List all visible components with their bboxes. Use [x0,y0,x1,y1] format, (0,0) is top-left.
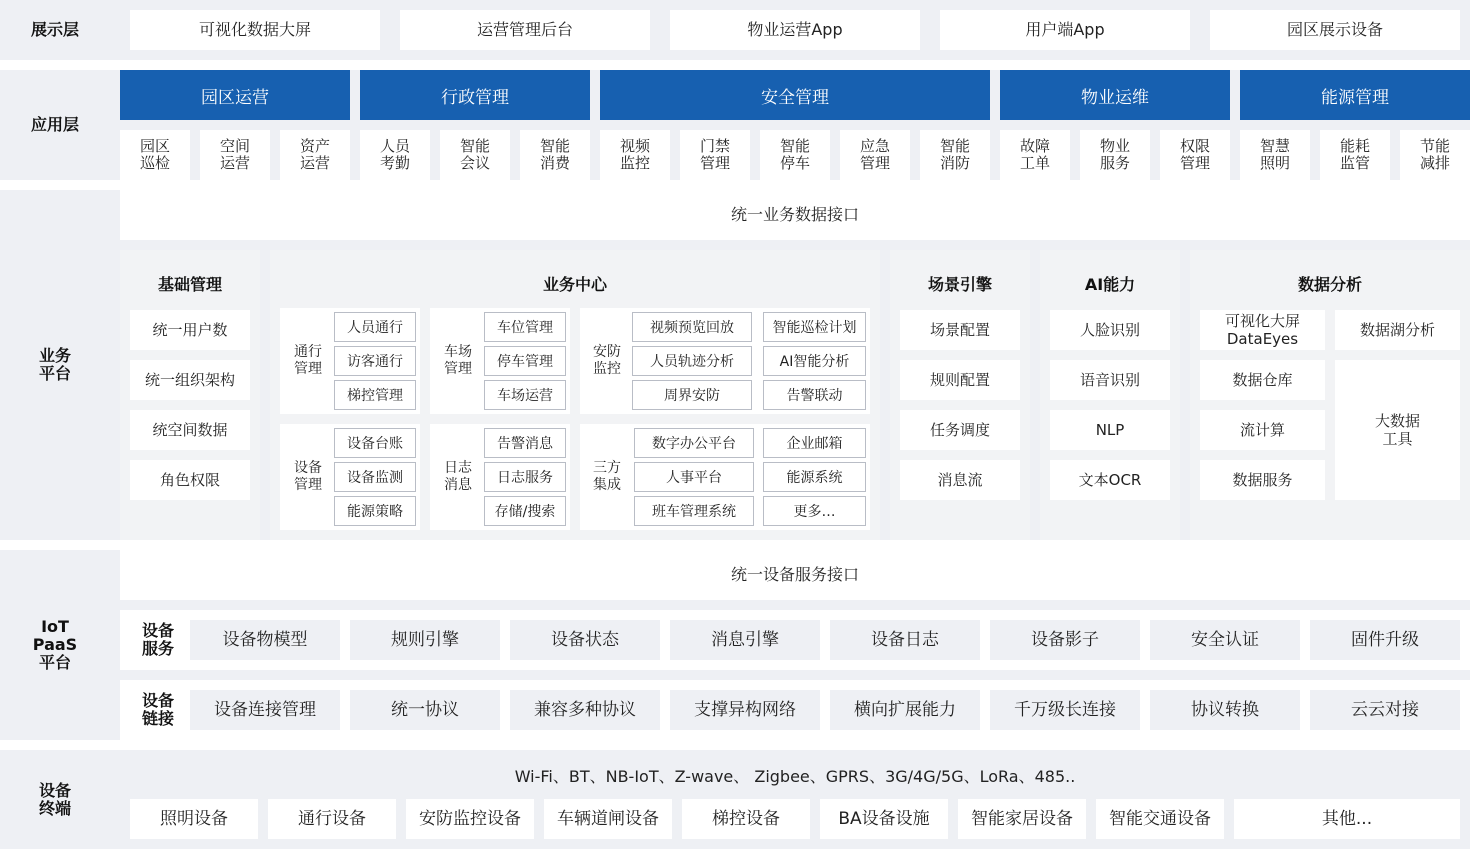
app-item: 故障 工单 [1000,130,1070,180]
app-item: 应急 管理 [840,130,910,180]
application-layer-label: 应用层 [30,115,79,134]
app-item: 能耗 监管 [1320,130,1390,180]
center-item: 日志服务 [484,462,566,492]
app-category-title: 能源管理 [1240,70,1470,120]
basic-item: 统一组织架构 [130,360,250,400]
center-group-label: 通行 管理 [294,344,322,377]
terminal-item: 通行设备 [268,799,396,839]
business-interface: 统一业务数据接口 [120,190,1470,240]
app-item: 资产 运营 [280,130,350,180]
center-item: 班车管理系统 [634,496,754,526]
app-item: 视频 监控 [600,130,670,180]
device-service-item: 规则引擎 [350,620,500,660]
app-item: 智能 消费 [520,130,590,180]
app-item: 节能 减排 [1400,130,1470,180]
app-category-title: 物业运维 [1000,70,1230,120]
center-item: 视频预览回放 [632,312,752,342]
scene-item: 场景配置 [900,310,1020,350]
ai-item: 语音识别 [1050,360,1170,400]
terminal-item: 车辆道闸设备 [544,799,672,839]
device-link-item: 统一协议 [350,690,500,730]
basic-item: 角色权限 [130,460,250,500]
center-item: 企业邮箱 [763,428,866,458]
app-item: 物业 服务 [1080,130,1150,180]
app-category-title: 安全管理 [600,70,990,120]
device-link-item: 千万级长连接 [990,690,1140,730]
app-item: 园区 巡检 [120,130,190,180]
device-link-item: 协议转换 [1150,690,1300,730]
device-link-item: 兼容多种协议 [510,690,660,730]
center-item: 更多… [763,496,866,526]
terminal-item: 照明设备 [130,799,258,839]
data-analysis-title: 数据分析 [1297,275,1362,294]
app-item: 智能 消防 [920,130,990,180]
center-item: 能源系统 [763,462,866,492]
center-group-label: 日志 消息 [444,460,472,493]
app-item: 门禁 管理 [680,130,750,180]
ai-capability-title: AI能力 [1084,275,1136,294]
center-item: 车场运营 [484,380,566,410]
device-service-item: 设备日志 [830,620,980,660]
device-service-item: 消息引擎 [670,620,820,660]
analysis-item: 数据服务 [1200,460,1325,500]
ai-item: 文本OCR [1050,460,1170,500]
center-item: 人员通行 [334,312,416,342]
center-item: 周界安防 [632,380,752,410]
device-service-item: 设备物模型 [190,620,340,660]
business-center-title: 业务中心 [542,275,607,294]
scene-engine-title: 场景引擎 [927,275,992,294]
display-item: 用户端App [940,10,1190,50]
device-service-label: 设备 服务 [141,621,174,658]
center-item: 告警联动 [763,380,866,410]
terminal-item: 智能家居设备 [958,799,1086,839]
iot-layer-label: IoT PaaS 平台 [32,617,78,672]
analysis-item: 大数据 工具 [1335,360,1460,500]
analysis-item: 数据湖分析 [1335,310,1460,350]
center-item: 设备台账 [334,428,416,458]
terminal-item: 智能交通设备 [1096,799,1224,839]
app-category-title: 行政管理 [360,70,590,120]
device-link-item: 支撑异构网络 [670,690,820,730]
display-item: 可视化数据大屏 [130,10,380,50]
center-item: AI智能分析 [763,346,866,376]
center-group-label: 三方 集成 [593,460,621,493]
analysis-item: 数据仓库 [1200,360,1325,400]
basic-management-title: 基础管理 [157,275,222,294]
device-service-item: 安全认证 [1150,620,1300,660]
center-item: 设备监测 [334,462,416,492]
device-service-item: 固件升级 [1310,620,1460,660]
center-group-label: 安防 监控 [593,344,621,377]
center-group-label: 车场 管理 [444,344,472,377]
center-item: 访客通行 [334,346,416,376]
center-item: 梯控管理 [334,380,416,410]
terminal-item: 安防监控设备 [406,799,534,839]
display-item: 物业运营App [670,10,920,50]
display-item: 园区展示设备 [1210,10,1460,50]
ai-item: 人脸识别 [1050,310,1170,350]
terminal-item: 梯控设备 [682,799,810,839]
device-interface: 统一设备服务接口 [120,550,1470,600]
center-item: 能源策略 [334,496,416,526]
center-item: 数字办公平台 [634,428,754,458]
basic-item: 统空间数据 [130,410,250,450]
terminal-item: 其他... [1234,799,1460,839]
app-item: 智能 停车 [760,130,830,180]
center-item: 车位管理 [484,312,566,342]
protocol-list: Wi-Fi、BT、NB-IoT、Z-wave、 Zigbee、GPRS、3G/4G/5G、LoRa、485.. [514,766,1076,786]
center-group-label: 设备 管理 [294,460,322,493]
app-item: 人员 考勤 [360,130,430,180]
display-layer-label: 展示层 [30,20,79,39]
center-item: 智能巡检计划 [763,312,866,342]
center-item: 人事平台 [634,462,754,492]
display-item: 运营管理后台 [400,10,650,50]
business-layer-label: 业务 平台 [38,346,71,383]
scene-item: 消息流 [900,460,1020,500]
center-item: 告警消息 [484,428,566,458]
device-link-item: 云云对接 [1310,690,1460,730]
app-item: 智能 会议 [440,130,510,180]
app-item: 智慧 照明 [1240,130,1310,180]
ai-item: NLP [1050,410,1170,450]
device-link-item: 设备连接管理 [190,690,340,730]
app-category-title: 园区运营 [120,70,350,120]
center-item: 存储/搜索 [484,496,566,526]
scene-item: 任务调度 [900,410,1020,450]
analysis-item: 可视化大屏 DataEyes [1200,310,1325,350]
center-item: 停车管理 [484,346,566,376]
terminal-layer-label: 设备 终端 [38,780,71,818]
device-link-item: 横向扩展能力 [830,690,980,730]
app-item: 空间 运营 [200,130,270,180]
device-service-item: 设备状态 [510,620,660,660]
basic-item: 统一用户数 [130,310,250,350]
center-item: 人员轨迹分析 [632,346,752,376]
app-item: 权限 管理 [1160,130,1230,180]
device-service-item: 设备影子 [990,620,1140,660]
scene-item: 规则配置 [900,360,1020,400]
terminal-item: BA设备设施 [820,799,948,839]
device-link-label: 设备 链接 [141,691,174,728]
analysis-item: 流计算 [1200,410,1325,450]
